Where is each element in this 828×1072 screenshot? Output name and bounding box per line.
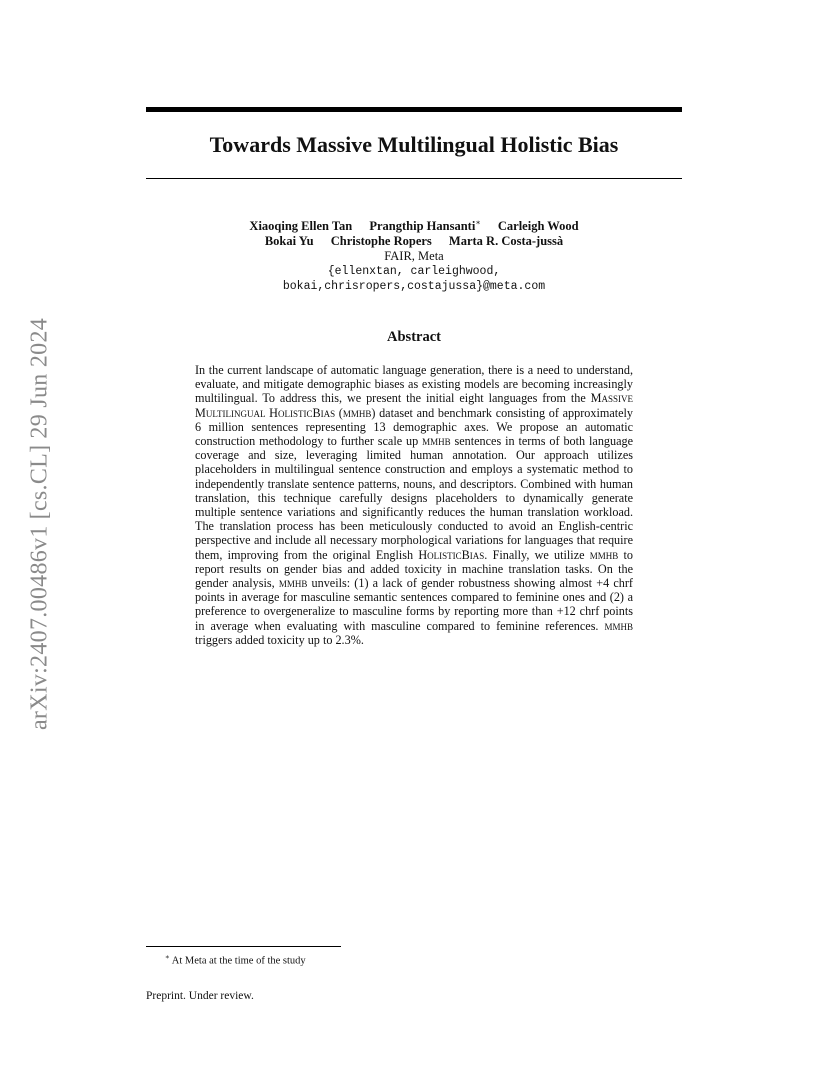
abstract-heading: Abstract	[387, 329, 441, 345]
footnote: ∗ At Meta at the time of the study	[165, 953, 306, 967]
email-line-2: bokai,chrisropers,costajussa}@meta.com	[282, 280, 546, 294]
mmhb-term: mmhb	[342, 405, 372, 420]
title-rule-top	[146, 107, 682, 112]
affiliation: FAIR, Meta	[384, 249, 444, 264]
arxiv-date: 29 Jun 2024	[26, 317, 53, 439]
mmhb-term: mmhb	[278, 576, 308, 591]
arxiv-sidebar-stamp	[27, 318, 54, 730]
author-line-1	[146, 215, 682, 234]
footnote-mark: ∗	[475, 218, 481, 227]
author-name: Xiaoqing Ellen Tan	[249, 219, 353, 234]
author-name: Prangthip Hansanti∗	[369, 218, 481, 234]
preprint-notice: Preprint. Under review.	[146, 990, 254, 1002]
email-line-1: {ellenxtan, carleighwood,	[327, 265, 501, 279]
title-rule-bottom	[146, 178, 682, 179]
holisticbias-term: HolisticBias	[418, 547, 485, 562]
mmhb-term: mmhb	[422, 434, 451, 449]
paper-title: Towards Massive Multilingual Holistic Bias	[209, 132, 619, 157]
arxiv-id: arXiv:2407.00486v1	[26, 525, 53, 731]
author-name: Carleigh Wood	[497, 219, 579, 234]
arxiv-category: [cs.CL]	[26, 444, 53, 520]
author-name: Bokai Yu	[264, 234, 314, 249]
mmhb-term: mmhb	[589, 547, 619, 562]
author-name: Marta R. Costa-jussà	[448, 234, 564, 249]
author-name: Christophe Ropers	[330, 234, 432, 249]
author-block	[146, 215, 682, 294]
mmhb-term: mmhb	[604, 618, 633, 633]
footnote-mark: ∗	[165, 953, 170, 961]
abstract-text: In the current landscape of automatic language generation, there is a need to understand, evaluate, and mitigate demographic biases as existing models are becoming increasingly multilingual. To address this, we present the initial eight languages from the Massive Multilingual HolisticBias (mmhb) dataset and benchmark consisting of approximately 6 million sentences representing 13 demographic axes. We propose an automatic construction methodology to further scale up mmhb sentences in terms of both language coverage and size, leveraging limited human annotation. Our approach utilizes placeholders in multilingual sentence construction and employs a systematic method to independently translate sentence patterns, nouns, and descriptors. Combined with human translation, this technique carefully designs placeholders to dynamically generate multiple sentence variations and significantly reduces the human translation workload. The translation process has been meticulously conducted to avoid an English-centric perspective and include all necessary morphological variations for languages that require them, improving from the original English HolisticBias. Finally, we utilize mmhb to report results on gender bias and added toxicity in machine translation tasks. On the gender analysis, mmhb unveils: (1) a lack of gender robustness showing almost +4 chrf points in average for masculine semantic sentences compared to feminine ones and (2) a preference to overgeneralize to masculine forms by reporting more than +12 chrf points in average when evaluating with masculine compared to feminine references. mmhb triggers added toxicity up to 2.3%.	[195, 363, 634, 647]
footnote-rule	[146, 946, 341, 947]
author-line-2	[146, 234, 682, 249]
dataset-name: Massive Multilingual HolisticBias	[195, 391, 633, 420]
